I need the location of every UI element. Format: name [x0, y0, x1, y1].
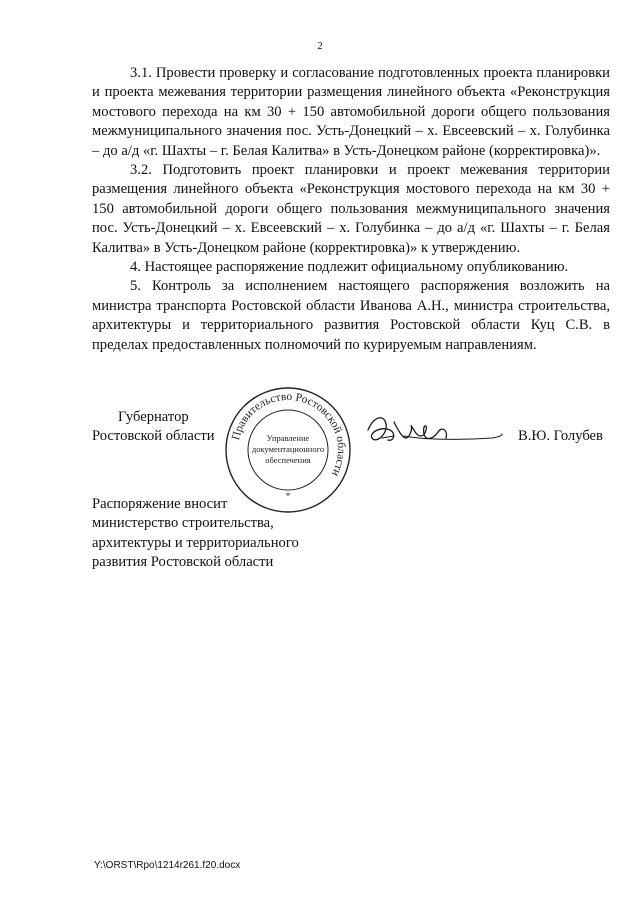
submitter-block [92, 495, 299, 573]
page-number: 2 [317, 40, 323, 52]
signatory-title-line1: Губернатор [118, 409, 189, 425]
seal-star-icon: * [285, 491, 291, 501]
paragraph-3-2: 3.2. Подготовить проект планировки и проект межевания территории размещения линейного объекта «Реконструкция мостового перехода на км 30 + 150 автомобильной дороги общего пользования межмуниципального значения пос. Усть-Донецкий – х. Евсеевский – х. Голубинка – до а/д «г. Шахты – г. Белая Калитва» в Усть-Донецком районе (корректировка)» к утверждению. [92, 162, 610, 256]
seal-outer-text: Правительство Ростовской области [230, 390, 348, 479]
signatory-title [92, 408, 215, 447]
signer-name: В.Ю. Голубев [518, 428, 603, 444]
footer-file-path: Y:\ORST\Rpo\1214r261.f20.docx [94, 860, 241, 871]
handwritten-signature [364, 408, 504, 452]
paragraph-4: 4. Настоящее распоряжение подлежит официальному опубликованию. [130, 259, 569, 276]
submitter-line4: развития Ростовской области [92, 554, 274, 571]
seal-inner-line2: документационного [251, 444, 325, 454]
signatory-title-line2: Ростовской области [92, 428, 215, 445]
submitter-line2: министерство строительства, [92, 515, 274, 532]
paragraph-5: 5. Контроль за исполнением настоящего распоряжения возложить на министра транспорта Ростовской области Иванова А.Н., министра строительства, архитектуры и территориального развития Ростовской области Куц С.В. в пределах предоставленных полномочий по курируемым направлениям. [92, 278, 610, 353]
seal-inner-line3: обеспечения [265, 455, 311, 465]
submitter-line3: архитектуры и территориального [92, 534, 299, 551]
seal-inner-line1: Управление [266, 433, 310, 443]
document-body [92, 64, 610, 355]
paragraph-3-1: 3.1. Провести проверку и согласование подготовленных проекта планировки и проекта межевания территории размещения линейного объекта «Реконструкция мостового перехода на км 30 + 150 автомобильной дороги общего пользования межмуниципального значения пос. Усть-Донецкий – х. Евсеевский – х. Голубинка – до а/д «г. Шахты – г. Белая Калитва» в Усть-Донецком районе (корректировка)». [92, 65, 610, 159]
submitter-line1: Распоряжение вносит [92, 496, 228, 512]
